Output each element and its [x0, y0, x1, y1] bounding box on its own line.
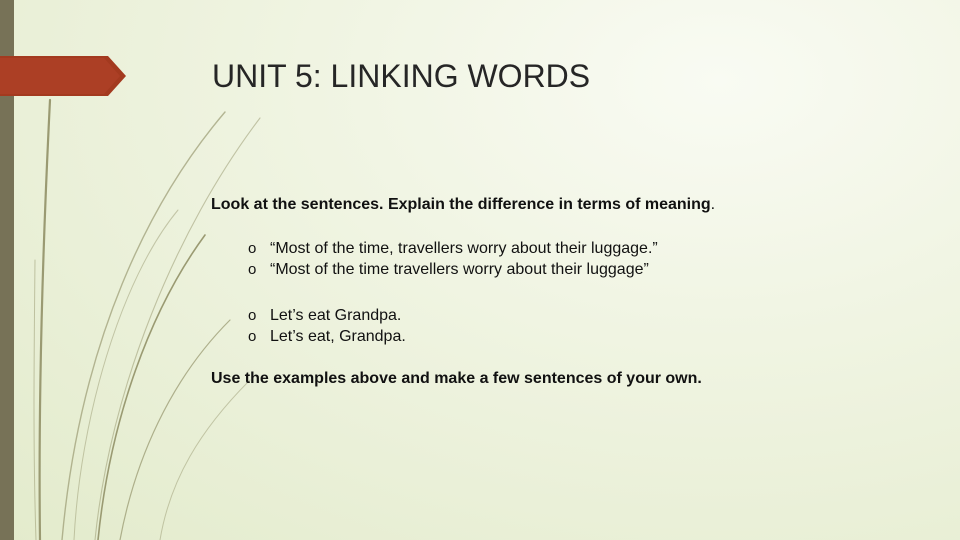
instruction-text: [211, 196, 715, 214]
bullet-marker: o: [248, 307, 257, 324]
example-text: “Most of the time, travellers worry about their luggage.”: [270, 240, 658, 257]
title-arrow-accent: [0, 56, 126, 96]
closing-instruction: Use the examples above and make a few sentences of your own.: [211, 370, 702, 387]
bullet-marker: o: [248, 328, 257, 345]
example-text: “Most of the time travellers worry about their luggage”: [270, 261, 649, 278]
example-list-punctuation: [248, 238, 658, 280]
list-item: [248, 305, 406, 326]
instruction-period: .: [710, 196, 716, 213]
list-item: [248, 259, 658, 280]
bullet-marker: o: [248, 261, 257, 278]
example-list-comma: [248, 305, 406, 347]
example-text: Let’s eat Grandpa.: [270, 307, 402, 324]
instruction-bold: Look at the sentences. Explain the difference in terms of meaning: [211, 196, 711, 213]
bullet-marker: o: [248, 240, 257, 257]
example-text: Let’s eat, Grandpa.: [270, 328, 406, 345]
list-item: [248, 238, 658, 259]
list-item: [248, 326, 406, 347]
slide-title: UNIT 5: LINKING WORDS: [212, 58, 591, 94]
